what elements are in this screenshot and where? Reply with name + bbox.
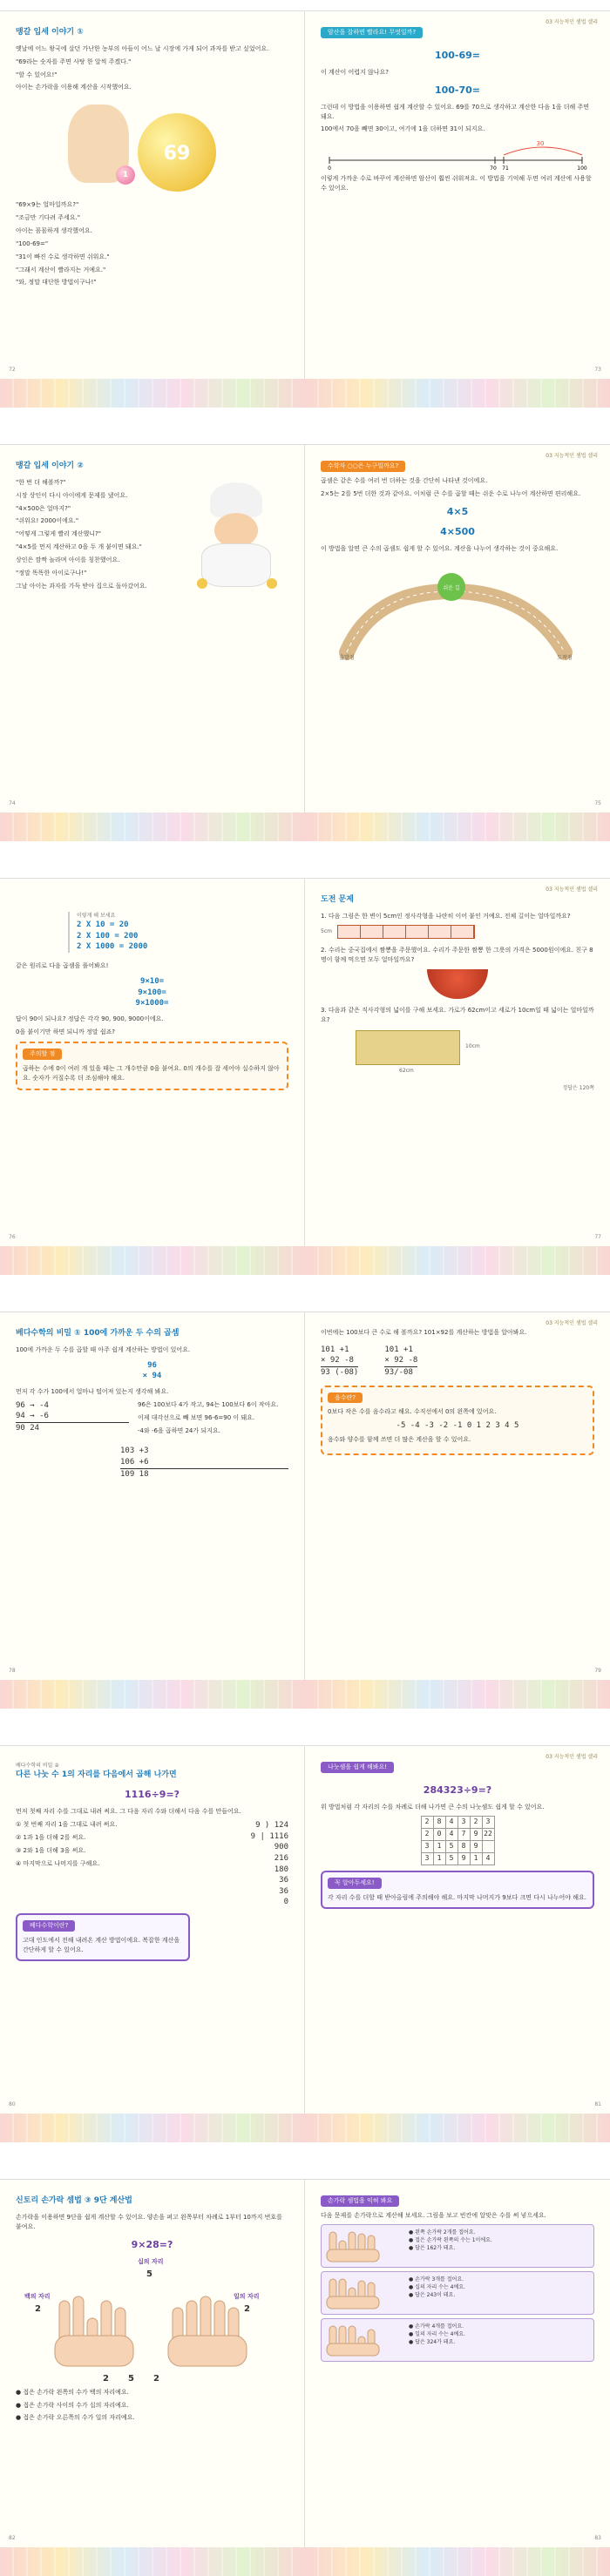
road-label: 출발점 [339, 655, 355, 662]
calc-row: 109 18 [120, 1468, 288, 1480]
paragraph: 96은 100보다 4가 작고, 94는 100보다 6이 작아요. [138, 1400, 279, 1408]
page-fringe [305, 2114, 610, 2142]
panel-text: ● 손가락 3개를 접어요. ● 십의 자리 수는 4예요. ● 답은 243이 돼요. [409, 2276, 465, 2299]
page-number: 73 [594, 366, 601, 373]
eq-line: 9×1000= [135, 999, 169, 1008]
section-label: 수학자 ○○은 누구일까요? [321, 461, 405, 472]
tip-title: 음수란? [328, 1393, 363, 1404]
result-digit: 5 [127, 2373, 134, 2384]
paragraph: "100-69=" [16, 239, 49, 247]
paragraph: "조금만 기다려 주세요." [16, 214, 80, 222]
page-number: 82 [9, 2534, 16, 2541]
tip-text: 곱하는 수에 0이 여러 개 있을 때는 그 개수만큼 0을 붙여요. 0의 개수를 잘 세어야 실수하지 않아요. 숫자가 커질수록 더 조심해야 해요. [23, 1065, 280, 1082]
calc-row: 93/-08 [384, 1366, 417, 1379]
long-division [227, 1820, 288, 1908]
illustration [193, 478, 288, 591]
grid-cell: 7 [458, 1828, 470, 1840]
grid-cell: 4 [445, 1816, 458, 1828]
bowl-illustration [427, 969, 488, 999]
calc-row: × 92 -8 [384, 1356, 418, 1366]
question-text: 1. 다음 그림은 한 변이 5cm인 정사각형을 나란히 이어 붙인 거예요. 전체 길이는 얼마일까요? [321, 912, 571, 920]
eq-line: 9×10= [139, 976, 165, 986]
paragraph: 시장 상인이 다시 아이에게 문제를 냈어요. [16, 491, 128, 499]
road-label: 쉬운 길 [443, 585, 460, 592]
calc-row: 101 +1 [321, 1345, 349, 1354]
integer-line: -5 -4 -3 -2 -1 0 1 2 3 4 5 [396, 1421, 519, 1431]
calc-block-2 [120, 1446, 288, 1480]
paragraph: "69라는 숫자를 주면 사탕 한 알씩 주겠다." [16, 57, 132, 65]
tick-label: 0 [328, 165, 331, 172]
hand-icon [325, 2229, 403, 2263]
paragraph: "와, 정말 대단한 방법이구나!" [16, 279, 97, 287]
page-82 [0, 2180, 305, 2576]
section-head: 베다수학의 비밀 ② [16, 1763, 59, 1769]
paragraph: 손가락을 이용하면 9단을 쉽게 계산할 수 있어요. 양손을 펴고 왼쪽부터 차례로 1부터 10까지 번호를 붙여요. [16, 2213, 282, 2230]
calc-section [16, 1400, 288, 1440]
ball-number: 69 [163, 143, 191, 165]
equation: 100-70= [434, 84, 481, 96]
paragraph: 다음 문제를 손가락으로 계산해 보세요. 그림을 보고 빈칸에 알맞은 수를 써 넣으세요. [321, 2211, 546, 2219]
paragraph: 이제 대각선으로 빼 보면 96-6=90 이 돼요. [138, 1413, 255, 1421]
hand-icon [325, 2276, 403, 2310]
paragraph: 100에 가까운 두 수를 곱할 때 아주 쉽게 계산하는 방법이 있어요. [16, 1345, 191, 1353]
hand-icon [325, 2323, 403, 2357]
footnote: ● 접은 손가락 오른쪽의 수가 일의 자리예요. [16, 2414, 135, 2422]
page-number: 78 [9, 1667, 16, 1674]
mult-bottom: × 94 [142, 1372, 162, 1381]
rect-height: 10cm [465, 1043, 480, 1050]
paragraph: 상인은 깜짝 놀라며 아이를 칭찬했어요. [16, 556, 120, 563]
face [214, 513, 258, 548]
paragraph: "4×5를 먼저 계산하고 0을 두 개 붙이면 돼요." [16, 543, 142, 551]
grid-cell: 2 [421, 1828, 433, 1840]
digit-grid [421, 1816, 495, 1865]
grid-cell: 9 [470, 1840, 482, 1852]
num-right: 2 [244, 2303, 250, 2314]
step: ① 첫 번째 자리 1을 그대로 내려 써요. [16, 1821, 118, 1829]
grid-cell: 1 [470, 1852, 482, 1865]
eq-line: 9×100= [138, 988, 166, 997]
mult-top: 96 [147, 1360, 157, 1370]
section-title: 신토리 손가락 셈법 ③ 9단 계산법 [16, 2196, 132, 2205]
bar-diagram [321, 925, 594, 939]
page-fringe [0, 813, 304, 841]
calc-notes [138, 1400, 288, 1440]
eq-line: 2 X 1000 = 2000 [77, 942, 148, 952]
grid-cell: 1 [433, 1852, 445, 1865]
paragraph: 먼저 각 수가 100에서 얼마나 떨어져 있는지 생각해 봐요. [16, 1387, 169, 1395]
grid-row [421, 1840, 494, 1852]
page-number: 81 [594, 2101, 601, 2107]
page-fringe [305, 2547, 610, 2576]
grid-cell: 4 [482, 1852, 494, 1865]
grid-cell: 9 [470, 1828, 482, 1840]
bar-label: 5cm [321, 928, 332, 935]
paragraph: "한 번 더 해볼까?" [16, 478, 66, 486]
answer-ref: 정답은 120쪽 [562, 1085, 594, 1092]
turban [210, 482, 262, 517]
paragraph: "그래서 계산이 빨라지는 거예요." [16, 266, 106, 273]
paragraph: "정말 똑똑한 아이로구나!" [16, 569, 87, 577]
tick-label: 100 [577, 165, 587, 172]
paragraph: "31이 빠진 수로 생각하면 쉬워요." [16, 253, 110, 260]
grid-cell: 2 [421, 1816, 433, 1828]
div-row: 900 [274, 1843, 288, 1852]
result-digit: 2 [103, 2373, 109, 2384]
paragraph: 이 방법을 알면 큰 수의 곱셈도 쉽게 할 수 있어요. 계산을 나누어 생각하는 것이 중요해요. [321, 544, 559, 552]
paragraph: 곱셈은 같은 수를 여러 번 더하는 것을 간단히 나타낸 것이에요. [321, 476, 488, 484]
running-head: 03 지능적인 셈법 셀리 [546, 1754, 598, 1760]
road-illustration [321, 556, 594, 661]
step: ② 1과 1을 더해 2를 써요. [16, 1833, 86, 1841]
coin [267, 578, 277, 589]
square [361, 926, 383, 938]
intro-label: 이렇게 해 보세요 [77, 913, 116, 919]
ball-69 [138, 113, 216, 192]
paragraph: "어떻게 그렇게 빨리 계산했니?" [16, 530, 101, 538]
page-number: 75 [594, 799, 601, 806]
calc-block [16, 1400, 129, 1440]
page-78 [0, 1312, 305, 1709]
grid-row [421, 1852, 494, 1865]
numberline-top-label: 30 [536, 140, 545, 148]
label-left: 백의 자리 [24, 2292, 51, 2300]
calc-row: 106 +6 [120, 1457, 149, 1467]
tip-title: 주의할 점 [23, 1049, 62, 1060]
paragraph: 2×5는 2를 5번 더한 것과 같아요. 이처럼 큰 수를 곱할 때는 쉬운 수로 나누어 계산하면 편리해요. [321, 489, 581, 497]
square [406, 926, 429, 938]
exercise-panel [321, 2271, 594, 2315]
section-label: 손가락 셈법을 익혀 봐요 [321, 2195, 399, 2207]
section-title: 베다수학의 비밀 ① 100에 가까운 두 수의 곱셈 [16, 1329, 180, 1338]
div-row: 36 [279, 1876, 288, 1885]
grid-cell: 3 [482, 1816, 494, 1828]
grid-cell: 3 [421, 1852, 433, 1865]
grid-cell: 1 [433, 1840, 445, 1852]
step: ③ 2와 1을 더해 3을 써요. [16, 1846, 86, 1854]
multiplication [16, 1360, 288, 1382]
paragraph: 아이는 꼼꼼하게 생각했어요. [16, 227, 92, 234]
grid-cell: 2 [470, 1816, 482, 1828]
num-left: 2 [35, 2303, 41, 2314]
page-number: 80 [9, 2101, 16, 2107]
page-72 [0, 11, 305, 408]
grid-cell: 0 [433, 1828, 445, 1840]
question-1 [321, 912, 594, 939]
footnote: ● 접은 손가락 사이의 수가 십의 자리예요. [16, 2401, 129, 2409]
question-3 [321, 1006, 594, 1077]
panel-text: ● 왼쪽 손가락 2개를 접어요. ● 접은 손가락 왼쪽의 수는 1이에요. ● 답은 162가 돼요. [409, 2229, 492, 2252]
page-80 [0, 1746, 305, 2142]
exercise-panel [321, 2224, 594, 2268]
page-76 [0, 879, 305, 1275]
eq-list [16, 976, 288, 1009]
calc-row: 96 → -4 [16, 1400, 49, 1410]
page-fringe [305, 1680, 610, 1709]
hands-diagram [16, 2257, 288, 2388]
square [383, 926, 406, 938]
tip-box [16, 1913, 190, 1962]
section-title: 다른 나눗 수 1의 자리를 다음에서 곱해 나가면 [16, 1770, 177, 1780]
result-digit: 2 [152, 2373, 159, 2384]
page-75 [305, 445, 610, 841]
steps-list [16, 1820, 220, 1908]
rectangle [356, 1030, 460, 1065]
page-fringe [305, 379, 610, 408]
grid-cell: 4 [445, 1828, 458, 1840]
spread-6 [0, 2179, 610, 2576]
spread-4 [0, 1312, 610, 1709]
div-row: 9 ) 124 [255, 1821, 288, 1831]
square [429, 926, 451, 938]
square [451, 926, 474, 938]
steps-section [16, 1820, 288, 1908]
paragraph: -4와 -6을 곱하면 24가 되지요. [138, 1426, 220, 1434]
page-74 [0, 445, 305, 841]
paragraph: 아이는 손가락을 이용해 계산을 시작했어요. [16, 84, 132, 91]
paragraph: 같은 원리로 다음 곱셈을 풀어봐요! [16, 962, 109, 970]
page-fringe [0, 2114, 304, 2142]
calc-block [384, 1345, 417, 1379]
page-fringe [305, 813, 610, 841]
page-number: 74 [9, 799, 16, 806]
grid-cell: 8 [458, 1840, 470, 1852]
page-77 [305, 879, 610, 1275]
result-digits [103, 2372, 159, 2386]
rect-width: 62cm [399, 1068, 414, 1075]
label-tens: 십의 자리 [138, 2257, 164, 2265]
page-81 [305, 1746, 610, 2142]
question-text: 2. 수리는 중국집에서 짬뽕을 주문했어요. 수리가 주문한 짬뽕 한 그릇의 가격은 5000원이에요. 친구 8명이 함께 먹으면 모두 얼마일까요? [321, 946, 593, 963]
page-fringe [305, 1246, 610, 1275]
story-title: 맹갈 입세 이야기 ① [16, 28, 84, 37]
equation: 100-69= [434, 49, 481, 61]
tip-title: 베다수학이란? [23, 1920, 75, 1932]
tip-text: 고대 인도에서 전해 내려온 계산 방법이에요. 복잡한 계산을 간단하게 할 수 있어요. [23, 1936, 180, 1953]
tip-box [321, 1386, 594, 1455]
grid-row [421, 1828, 494, 1840]
calc-row: 94 → -6 [16, 1412, 49, 1421]
page-number: 76 [9, 1233, 16, 1240]
page-fringe [0, 1246, 304, 1275]
panel-text: ● 손가락 4개를 접어요. ● 일의 자리 수는 4예요. ● 답은 324가 돼요. [409, 2323, 465, 2346]
hands-icon [51, 2292, 260, 2370]
paragraph: 옛날에 어느 왕국에 살던 가난한 농부의 아들이 어느 날 시장에 가게 되어 과자를 받고 싶었어요. [16, 44, 269, 52]
paragraph: 100에서 70을 빼면 30이고, 여기에 1을 더하면 31이 되지요. [321, 125, 485, 133]
tip-box [16, 1042, 288, 1090]
div-row: 180 [274, 1865, 288, 1874]
tick-label: 70 [490, 165, 497, 172]
page-number: 77 [594, 1233, 601, 1240]
tip-text: 음수와 양수를 함께 쓰면 더 많은 계산을 할 수 있어요. [328, 1435, 471, 1443]
step: ④ 마지막으로 나머지를 구해요. [16, 1859, 100, 1867]
running-head: 03 지능적인 셈법 셀리 [546, 887, 598, 893]
paragraph: 답이 90이 되나요? 정답은 각각 90, 900, 9000이에요. [16, 1015, 164, 1022]
spread-3 [0, 878, 610, 1275]
div-row: 0 [283, 1898, 288, 1907]
tip-title: 꼭 알아두세요! [328, 1878, 382, 1889]
running-head: 03 지능적인 셈법 셀리 [546, 1320, 598, 1326]
calc-row: 90 24 [16, 1422, 129, 1434]
grid-row [421, 1816, 494, 1828]
page-83 [305, 2180, 610, 2576]
page-73 [305, 11, 610, 408]
paragraph: 그날 아이는 과자를 가득 받아 집으로 돌아갔어요. [16, 582, 147, 590]
paragraph: 먼저 첫째 자리 수를 그대로 내려 써요. 그 다음 자리 수와 더해서 다음 수를 만들어요. [16, 1808, 241, 1816]
grid-cell: 5 [445, 1840, 458, 1852]
div-row: 36 [279, 1886, 288, 1896]
story-title: 맹갈 입세 이야기 ② [16, 462, 84, 470]
square [338, 926, 361, 938]
note: 이 계산이 어렵지 않나요? [321, 68, 390, 76]
illustration [16, 96, 288, 200]
calc-section [321, 1345, 594, 1379]
tip-text: 각 자리 수를 더할 때 받아올림에 주의해야 해요. 마지막 나머지가 9보다 크면 다시 나누어야 해요. [328, 1893, 587, 1901]
paragraph: 이번에는 100보다 큰 수로 해 볼까요? 101×92를 계산하는 방법을 알아봐요. [321, 1329, 527, 1336]
calc-row: 103 +3 [120, 1446, 149, 1456]
equation: 4×5 [446, 505, 469, 517]
paragraph: 그런데 이 방법을 이용하면 쉽게 계산할 수 있어요. 69를 70으로 생각하고 계산한 다음 1을 더해 주면 돼요. [321, 103, 590, 120]
tick-label: 71 [502, 165, 509, 172]
section-label: 암산을 잘하면 빨라요! 무엇일까? [321, 27, 423, 38]
running-head: 03 지능적인 셈법 셀리 [546, 453, 598, 459]
rectangle-figure [321, 1025, 594, 1077]
section-title: 도전 문제 [321, 895, 354, 904]
paragraph: 위 방법처럼 각 자리의 수를 차례로 더해 나가면 큰 수의 나눗셈도 쉽게 할 수 있어요. [321, 1803, 545, 1811]
question-text: 3. 다음과 같은 직사각형의 넓이를 구해 보세요. 가로가 62cm이고 세로가 10cm일 때 넓이는 얼마일까요? [321, 1007, 594, 1024]
spread-1 [0, 10, 610, 408]
coin [197, 578, 207, 589]
div-row: 9 | 1116 [250, 1831, 288, 1841]
equation: 4×500 [440, 525, 475, 537]
section-label: 나눗셈을 쉽게 해봐요! [321, 1762, 394, 1773]
tip-box [321, 1871, 594, 1910]
question-2 [321, 946, 594, 1000]
paragraph: 0을 붙이기만 하면 되니까 정말 쉽죠? [16, 1028, 115, 1035]
equation: 9×28=? [131, 2238, 173, 2250]
spread-2 [0, 444, 610, 841]
grid-cell: 22 [482, 1828, 494, 1840]
grid-cell: 3 [421, 1840, 433, 1852]
page-number: 83 [594, 2534, 601, 2541]
road-label: 도착점 [557, 655, 573, 662]
ball-1 [116, 165, 135, 185]
eq-line: 2 X 10 = 20 [77, 920, 129, 930]
page-fringe [0, 379, 304, 408]
page-fringe [0, 1680, 304, 1709]
div-row: 216 [274, 1853, 288, 1863]
number-line [321, 138, 594, 171]
label-ones: 일의 자리 [234, 2292, 260, 2300]
page-number: 72 [9, 366, 16, 373]
squares-row [337, 925, 475, 939]
paragraph: 이렇게 가까운 수로 바꾸어 계산하면 암산이 훨씬 쉬워져요. 이 방법을 기억해 두면 여러 계산에 사용할 수 있어요. [321, 175, 592, 192]
equation: 1116÷9=? [124, 1789, 180, 1801]
page-fringe [0, 2547, 304, 2576]
running-head: 03 지능적인 셈법 셀리 [546, 19, 598, 25]
grid-cell [482, 1840, 494, 1852]
robe [201, 543, 271, 587]
footnote: ● 접은 손가락 왼쪽의 수가 백의 자리예요. [16, 2388, 129, 2396]
grid-cell: 8 [433, 1816, 445, 1828]
calc-row: 93 (-08) [321, 1368, 359, 1378]
calc-row: 101 +1 [384, 1345, 413, 1354]
grid-cell: 5 [445, 1852, 458, 1865]
page-number: 79 [594, 1667, 601, 1674]
spread-5 [0, 1745, 610, 2142]
tip-text: 0보다 작은 수를 음수라고 해요. 수직선에서 0의 왼쪽에 있어요. [328, 1408, 497, 1416]
grid-cell: 9 [458, 1852, 470, 1865]
calc-row: × 92 -8 [321, 1356, 354, 1366]
grid-cell: 3 [458, 1816, 470, 1828]
example-block [68, 912, 288, 953]
exercise-panel [321, 2318, 594, 2362]
paragraph: "69×9는 얼마일까요?" [16, 201, 79, 209]
num-tens: 5 [146, 2269, 152, 2279]
eq-line: 2 X 100 = 200 [77, 931, 139, 941]
paragraph: "할 수 있어요!" [16, 71, 58, 78]
equation: 284323÷9=? [423, 1784, 492, 1796]
calc-block [321, 1345, 358, 1379]
paragraph: "4×500은 얼마지?" [16, 504, 71, 512]
paragraph: "쉬워요! 2000이에요." [16, 517, 79, 525]
ball-small-number: 1 [122, 171, 129, 180]
page-79 [305, 1312, 610, 1709]
